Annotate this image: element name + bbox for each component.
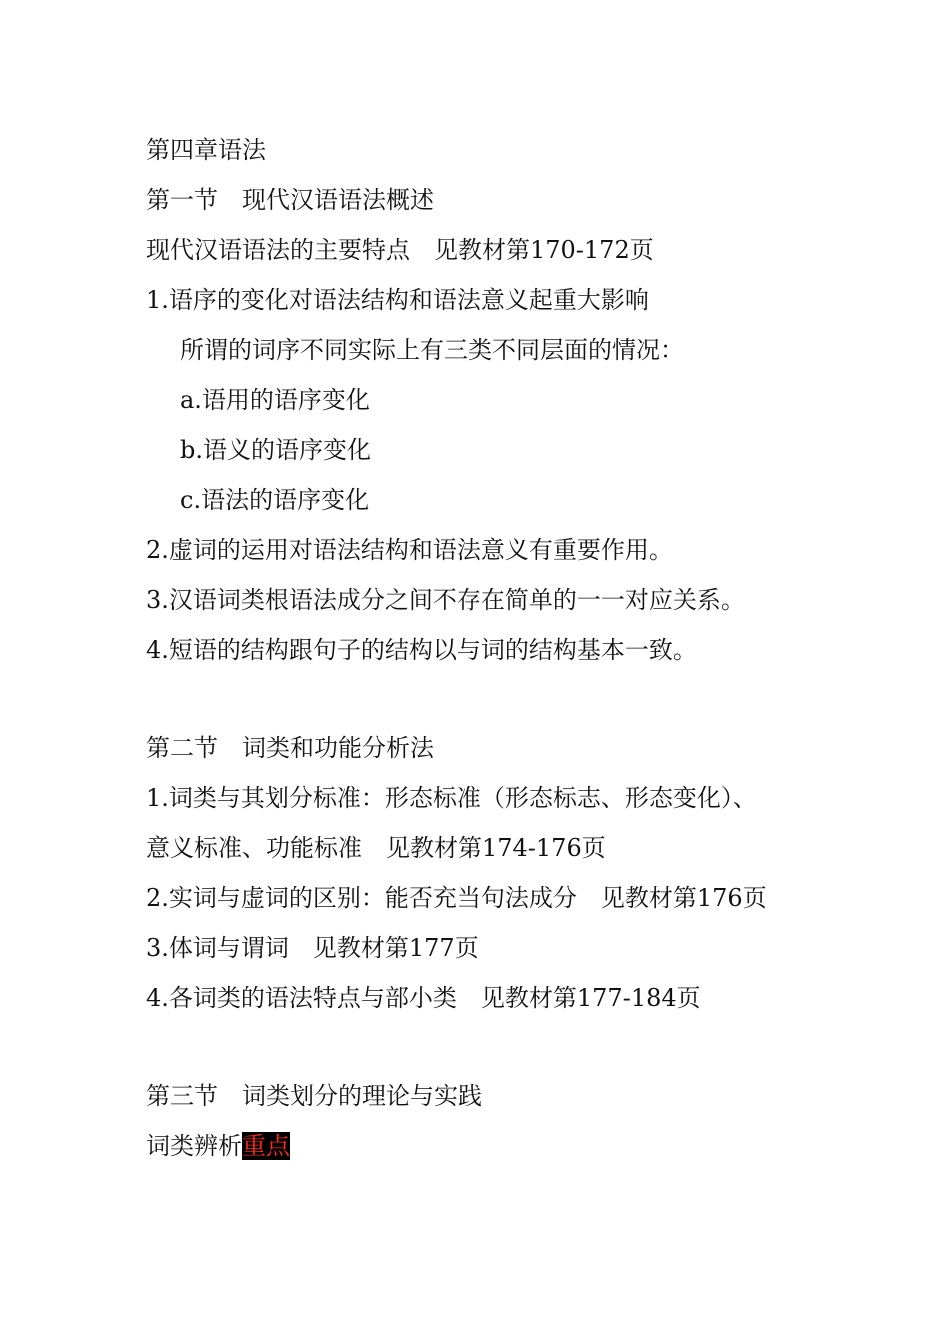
section2-item1-line2: 意义标准、功能标准 见教材第174-176页 [146, 834, 606, 862]
section1-item1-c: c.语法的语序变化 [180, 486, 370, 514]
section1-item1-b: b.语义的语序变化 [180, 436, 371, 464]
section2-item3: 3.体词与谓词 见教材第177页 [146, 934, 479, 962]
section1-item1: 1.语序的变化对语法结构和语法意义起重大影响 [146, 286, 649, 314]
chapter-title: 第四章语法 [146, 136, 266, 164]
emphasis-highlight: 重点 [242, 1132, 290, 1160]
section1-item1-a: a.语用的语序变化 [180, 386, 370, 414]
section1-item3: 3.汉语词类根语法成分之间不存在简单的一一对应关系。 [146, 586, 745, 614]
section3-heading: 第三节 词类划分的理论与实践 [146, 1082, 482, 1110]
section2-item1-line1: 1.词类与其划分标准：形态标准（形态标志、形态变化）、 [146, 784, 757, 812]
section3-topic: 词类辨析 [146, 1132, 242, 1160]
section1-item4: 4.短语的结构跟句子的结构以与词的结构基本一致。 [146, 636, 697, 664]
section1-heading: 第一节 现代汉语语法概述 [146, 186, 434, 214]
section1-subheading: 现代汉语语法的主要特点 见教材第170-172页 [146, 236, 654, 264]
section2-item2: 2.实词与虚词的区别：能否充当句法成分 见教材第176页 [146, 884, 767, 912]
section1-item1-note: 所谓的词序不同实际上有三类不同层面的情况： [180, 336, 684, 364]
section2-item4: 4.各词类的语法特点与部小类 见教材第177-184页 [146, 984, 701, 1012]
section2-heading: 第二节 词类和功能分析法 [146, 734, 434, 762]
section3-topic-line [146, 1130, 290, 1162]
section1-item2: 2.虚词的运用对语法结构和语法意义有重要作用。 [146, 536, 673, 564]
